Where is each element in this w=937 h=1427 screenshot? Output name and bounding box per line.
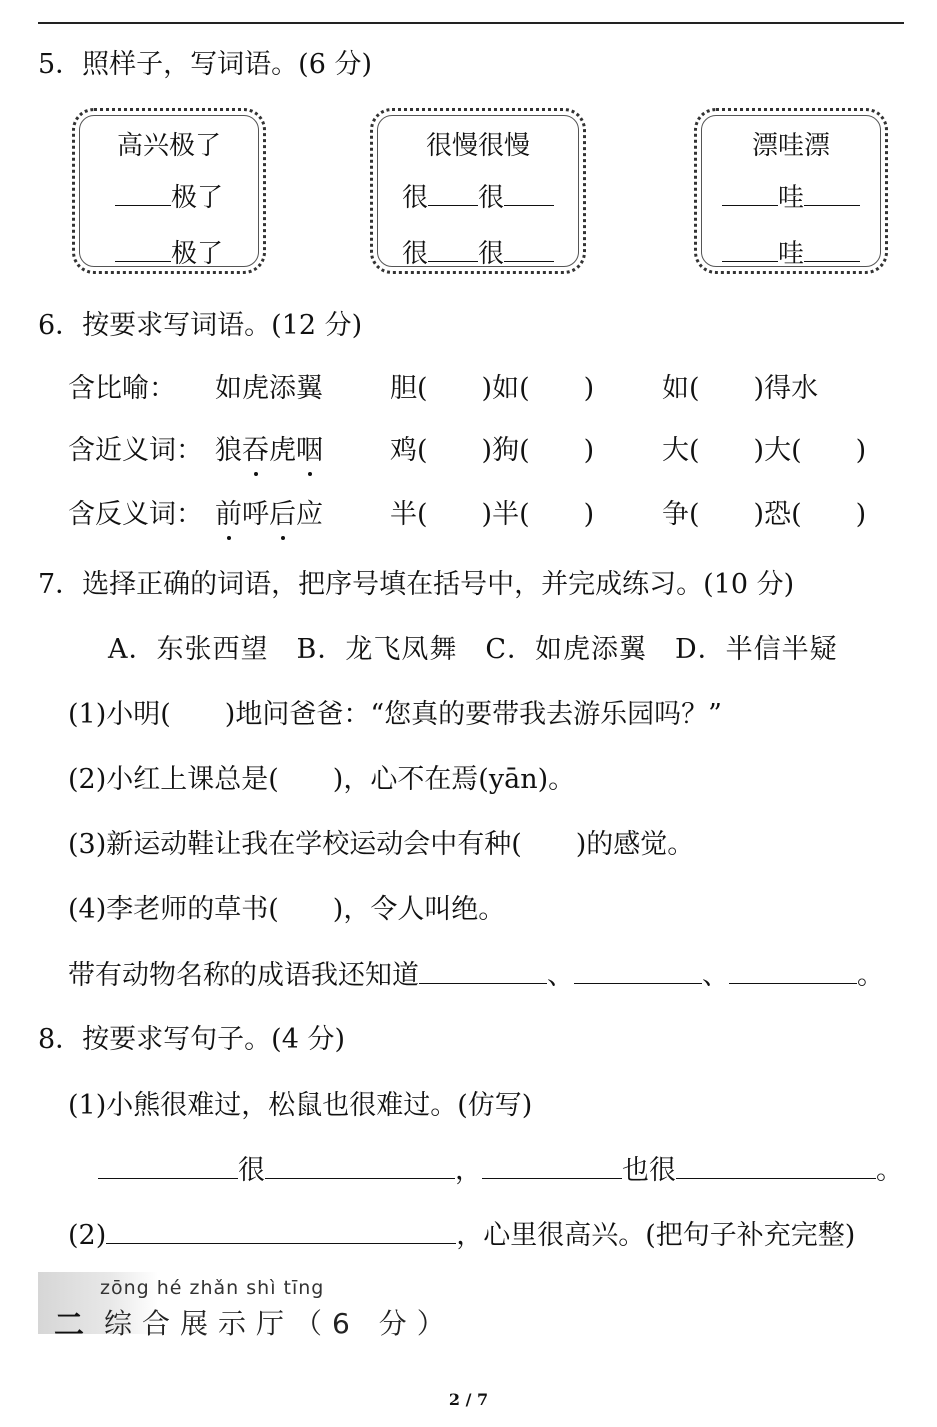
q8-item-2: (2) ，心里很高兴。(把句子补充完整): [68, 1213, 855, 1252]
answer-blank[interactable]: [676, 1152, 876, 1179]
q6-row-2-item-1[interactable]: 鸡( )狗( ): [390, 435, 595, 466]
q7-extra-line: 带有动物名称的成语我还知道 、 、 。: [68, 953, 884, 992]
q6-row-3-example: 前呼后应: [215, 499, 323, 530]
q5-box-3: [694, 108, 888, 274]
answer-blank[interactable]: [115, 235, 171, 262]
q6-row-1-example: 如虎添翼: [215, 373, 323, 404]
answer-blank[interactable]: [574, 957, 702, 984]
answer-blank[interactable]: [106, 1217, 456, 1244]
q5-box-1-row-2: 极了: [75, 233, 263, 270]
q7-item-2[interactable]: (2)小红上课总是( )，心不在焉(yān)。: [68, 764, 576, 795]
q6-row-1-label: 含比喻：: [68, 373, 176, 404]
q6-row-3-item-2[interactable]: 争( )恐( ): [662, 499, 867, 530]
q5-box-2-row-2: 很 很: [373, 233, 583, 270]
answer-blank[interactable]: [419, 957, 547, 984]
q6-row-1-item-2[interactable]: 如( )得水: [662, 373, 819, 404]
answer-blank[interactable]: [504, 179, 554, 206]
q5-box-1-title: 高兴极了: [116, 131, 221, 161]
q6-heading: 6．按要求写词语。(12 分): [38, 310, 363, 341]
q7-item-3[interactable]: (3)新运动鞋让我在学校运动会中有种( )的感觉。: [68, 829, 695, 860]
answer-blank[interactable]: [722, 235, 778, 262]
answer-blank[interactable]: [115, 179, 171, 206]
answer-blank[interactable]: [265, 1152, 455, 1179]
q8-heading: 8．按要求写句子。(4 分): [38, 1024, 346, 1055]
top-rule: [38, 22, 904, 24]
q5-box-3-row-1: 哇: [697, 177, 885, 214]
q7-item-1[interactable]: (1)小明( )地问爸爸：“您真的要带我去游乐园吗？”: [68, 699, 722, 730]
q7-heading: 7．选择正确的词语，把序号填在括号中，并完成练习。(10 分): [38, 569, 795, 600]
answer-blank[interactable]: [482, 1152, 622, 1179]
q5-box-3-row-2: 哇: [697, 233, 885, 270]
q8-item-1: (1)小熊很难过，松鼠也很难过。(仿写): [68, 1090, 533, 1121]
q5-box-1-row-1: 极了: [75, 177, 263, 214]
answer-blank[interactable]: [804, 235, 860, 262]
answer-blank[interactable]: [729, 957, 857, 984]
answer-blank[interactable]: [804, 179, 860, 206]
section-title: 综合展示厅（6 分）: [104, 1307, 455, 1340]
answer-blank[interactable]: [428, 179, 478, 206]
q7-options: A．东张西望 B．龙飞凤舞 C．如虎添翼 D．半信半疑: [108, 634, 838, 665]
q5-box-2-row-1: 很 很: [373, 177, 583, 214]
page-number: 2 / 7: [448, 1390, 489, 1409]
q6-row-1-item-1[interactable]: 胆( )如( ): [390, 373, 595, 404]
q6-row-3-item-1[interactable]: 半( )半( ): [390, 499, 595, 530]
q6-row-3-label: 含反义词：: [68, 499, 203, 530]
section-pinyin: zōng hé zhǎn shì tīng: [100, 1277, 325, 1299]
answer-blank[interactable]: [504, 235, 554, 262]
q5-box-2: [370, 108, 586, 274]
q8-fill-line: 很 ， 也很 。: [98, 1148, 903, 1187]
q6-row-2-item-2[interactable]: 大( )大( ): [662, 435, 867, 466]
q6-row-2-example: 狼吞虎咽: [215, 435, 323, 466]
q7-item-4[interactable]: (4)李老师的草书( )，令人叫绝。: [68, 894, 506, 925]
q5-box-3-title: 漂哇漂: [751, 131, 830, 161]
q5-box-1: [72, 108, 266, 274]
q5-heading: 5．照样子，写词语。(6 分): [38, 49, 373, 80]
q6-row-2-label: 含近义词：: [68, 435, 203, 466]
answer-blank[interactable]: [428, 235, 478, 262]
q5-box-2-title: 很慢很慢: [425, 131, 530, 161]
answer-blank[interactable]: [722, 179, 778, 206]
answer-blank[interactable]: [98, 1152, 238, 1179]
section-number: 二: [54, 1308, 84, 1343]
